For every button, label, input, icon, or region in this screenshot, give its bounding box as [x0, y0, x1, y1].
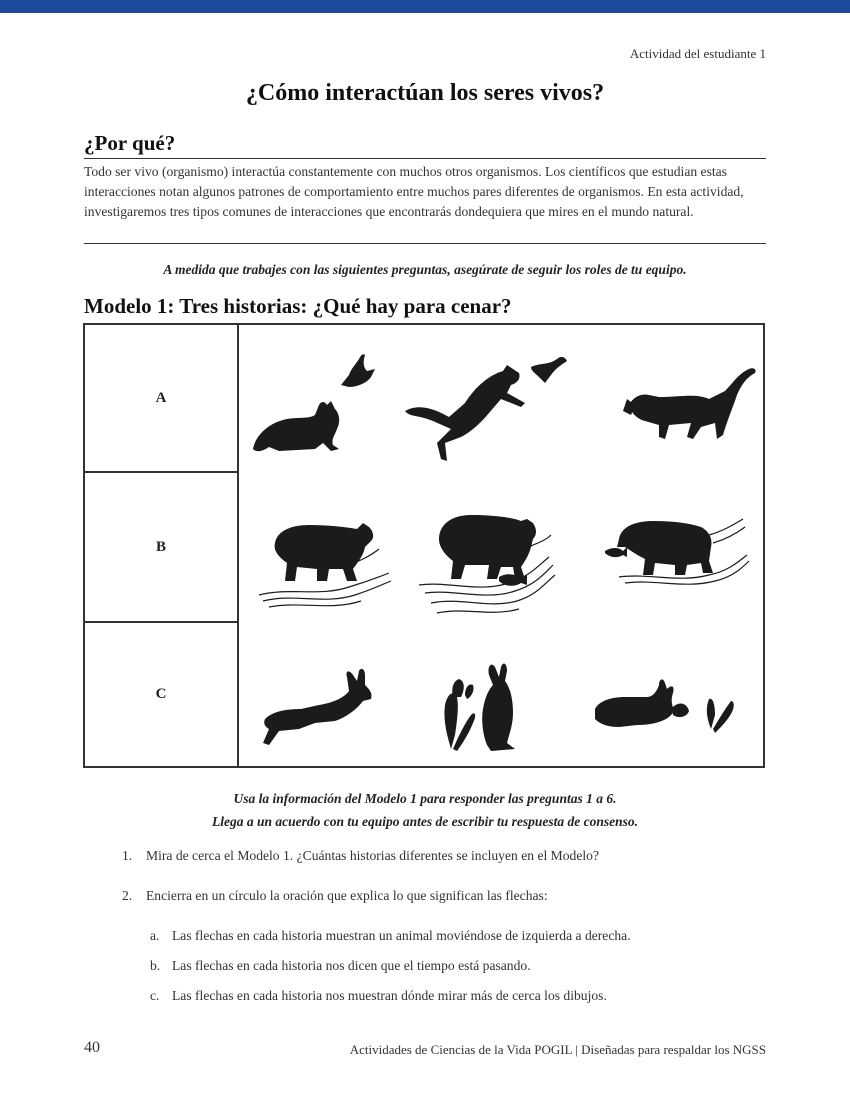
page-title: ¿Cómo interactúan los seres vivos?	[245, 80, 605, 106]
row-label-b: B	[85, 473, 239, 623]
rabbit-eating-icon	[595, 679, 689, 727]
question-number: 1.	[122, 848, 133, 863]
option-text: Las flechas en cada historia muestran un animal moviéndose de izquierda a derecha.	[172, 928, 631, 943]
model-table	[83, 323, 765, 768]
model-heading: Modelo 1: Tres historias: ¿Qué hay para cenar?	[84, 294, 512, 318]
why-paragraph: Todo ser vivo (organismo) interactúa constantemente con muchos otros organismos. Los científicos que estudian estas interacciones notan algunos patrones de comportamiento entre muchos pares diferentes de organismos. En esta actividad, investigaremos tres tipos comunes de interacciones que encontrarás dondequiera que mires en el mundo natural.	[84, 164, 744, 219]
question-text: Encierra en un círculo la oración que explica lo que significan las flechas:	[146, 888, 548, 903]
bird-icon	[341, 354, 375, 387]
cat-crouching-icon	[253, 401, 339, 451]
cat-eating-bird-icon	[623, 368, 756, 439]
plant-icon	[707, 699, 734, 733]
team-roles-note: A medida que trabajes con las siguientes preguntas, asegúrate de seguir los roles de tu equipo.	[163, 262, 687, 277]
activity-label: Actividad del estudiante 1	[629, 46, 766, 61]
question-1	[122, 848, 599, 864]
model-pictures	[239, 325, 763, 766]
instructions-line-2: Llega a un acuerdo con tu equipo antes de escribir tu respuesta de consenso.	[211, 814, 638, 829]
option-a[interactable]	[150, 928, 631, 944]
divider-top	[84, 158, 766, 159]
question-number: 2.	[122, 888, 133, 903]
option-b[interactable]	[150, 958, 531, 974]
page-number: 40	[84, 1039, 100, 1056]
option-c[interactable]	[150, 988, 607, 1004]
rabbit-sitting-icon	[482, 664, 515, 751]
option-letter: b.	[150, 958, 161, 973]
divider-bottom	[84, 243, 766, 244]
bear-icon	[439, 515, 536, 579]
row-label-a: A	[85, 325, 239, 473]
cat-leaping-icon	[405, 365, 525, 461]
option-letter: a.	[150, 928, 160, 943]
question-text: Mira de cerca el Modelo 1. ¿Cuántas historias diferentes se incluyen en el Modelo?	[146, 848, 599, 863]
bear-with-fish-icon	[605, 521, 713, 575]
why-heading: ¿Por qué?	[84, 131, 176, 155]
rabbit-running-icon	[263, 669, 372, 745]
bear-icon	[275, 523, 374, 581]
question-2	[122, 888, 548, 904]
top-color-bar	[0, 0, 850, 13]
bird-icon	[531, 357, 567, 383]
instructions-line-1: Usa la información del Modelo 1 para responder las preguntas 1 a 6.	[233, 791, 617, 806]
footer-text: Actividades de Ciencias de la Vida POGIL | Diseñadas para respaldar los NGSS	[349, 1042, 766, 1057]
option-letter: c.	[150, 988, 160, 1003]
row-label-c: C	[85, 623, 239, 766]
option-text: Las flechas en cada historia nos dicen que el tiempo está pasando.	[172, 958, 531, 973]
option-text: Las flechas en cada historia nos muestran dónde mirar más de cerca los dibujos.	[172, 988, 607, 1003]
plant-icon	[444, 679, 475, 751]
